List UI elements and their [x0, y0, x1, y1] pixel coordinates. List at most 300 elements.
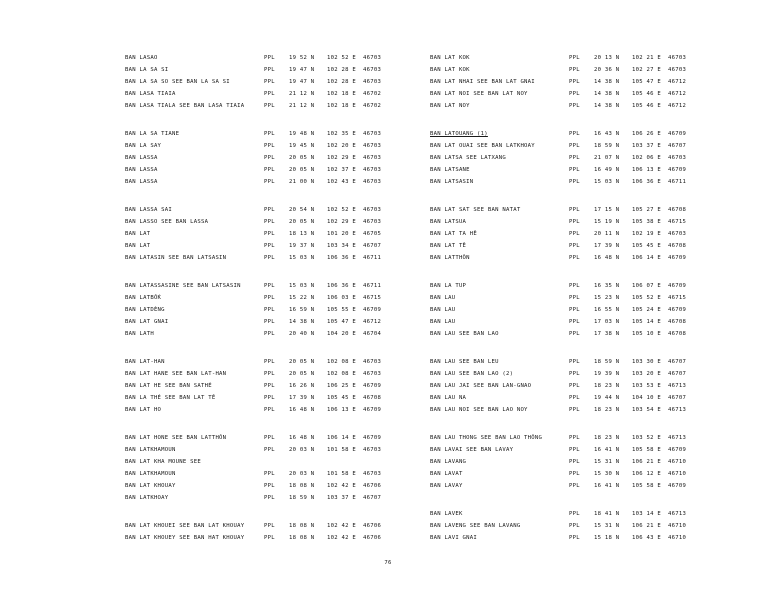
gazetteer-entry	[125, 140, 425, 152]
map-sheet: 46707	[363, 243, 382, 249]
feature-class: PPL	[264, 91, 275, 97]
feature-class: PPL	[264, 331, 275, 337]
feature-class: PPL	[569, 207, 580, 213]
feature-class: PPL	[569, 447, 580, 453]
map-sheet: 46713	[668, 407, 687, 413]
place-name: BAN LAT HANE SEE BAN LAT-HAN	[125, 371, 227, 377]
longitude: 102 35 E	[327, 131, 356, 137]
entry-group	[125, 356, 425, 416]
longitude: 105 38 E	[632, 219, 661, 225]
place-name: BAN LATKHAMOUN	[125, 447, 176, 453]
feature-class: PPL	[264, 231, 275, 237]
longitude: 102 43 E	[327, 179, 356, 185]
map-sheet: 46708	[668, 243, 687, 249]
longitude: 102 18 E	[327, 91, 356, 97]
longitude: 102 28 E	[327, 67, 356, 73]
place-name: BAN LAT KHA MOUNE SEE	[125, 459, 201, 465]
gazetteer-entry	[125, 328, 425, 340]
longitude: 102 29 E	[327, 219, 356, 225]
longitude: 106 14 E	[327, 435, 356, 441]
latitude: 17 03 N	[594, 319, 620, 325]
longitude: 106 13 E	[632, 167, 661, 173]
entry-group	[430, 508, 730, 544]
longitude: 102 18 E	[327, 103, 356, 109]
place-name: BAN LASSA	[125, 167, 158, 173]
place-name: BAN LATTHÔN	[430, 255, 470, 261]
longitude: 103 14 E	[632, 511, 661, 517]
place-name: BAN LA SAY	[125, 143, 162, 149]
longitude: 102 08 E	[327, 371, 356, 377]
entry-group	[430, 432, 730, 492]
place-name: BAN LASA TIAIA	[125, 91, 176, 97]
entry-group	[125, 52, 425, 112]
gazetteer-entry	[430, 240, 730, 252]
map-sheet: 46709	[668, 255, 687, 261]
gazetteer-entry	[125, 76, 425, 88]
place-name: BAN LA TUP	[430, 283, 467, 289]
place-name: BAN LATH	[125, 331, 154, 337]
latitude: 16 59 N	[289, 307, 315, 313]
map-sheet: 46707	[668, 395, 687, 401]
latitude: 18 08 N	[289, 535, 315, 541]
longitude: 105 14 E	[632, 319, 661, 325]
longitude: 102 42 E	[327, 483, 356, 489]
latitude: 20 03 N	[289, 471, 315, 477]
longitude: 102 21 E	[632, 55, 661, 61]
place-name: BAN LAT NHAI SEE BAN LAT GNAI	[430, 79, 535, 85]
map-sheet: 46712	[668, 79, 687, 85]
longitude: 106 43 E	[632, 535, 661, 541]
latitude: 17 39 N	[289, 395, 315, 401]
map-sheet: 46703	[363, 143, 382, 149]
place-name: BAN LATBỐK	[125, 295, 162, 301]
place-name: BAN LASSO SEE BAN LASSA	[125, 219, 209, 225]
map-sheet: 46709	[668, 283, 687, 289]
map-sheet: 46708	[668, 319, 687, 325]
longitude: 105 46 E	[632, 91, 661, 97]
longitude: 105 27 E	[632, 207, 661, 213]
longitude: 102 08 E	[327, 359, 356, 365]
latitude: 18 23 N	[594, 435, 620, 441]
longitude: 106 26 E	[632, 131, 661, 137]
place-name: BAN LAU SEE BAN LAO	[430, 331, 499, 337]
gazetteer-entry	[430, 216, 730, 228]
place-name: BAN LAVENG SEE BAN LAVANG	[430, 523, 521, 529]
place-name: BAN LAT TÊ	[430, 243, 467, 249]
map-sheet: 46711	[363, 255, 382, 261]
longitude: 104 10 E	[632, 395, 661, 401]
gazetteer-entry	[125, 100, 425, 112]
latitude: 20 40 N	[289, 331, 315, 337]
map-sheet: 46711	[363, 283, 382, 289]
feature-class: PPL	[569, 91, 580, 97]
latitude: 15 31 N	[594, 459, 620, 465]
map-sheet: 46703	[363, 207, 382, 213]
latitude: 18 08 N	[289, 483, 315, 489]
latitude: 21 00 N	[289, 179, 315, 185]
map-sheet: 46708	[363, 395, 382, 401]
latitude: 18 13 N	[289, 231, 315, 237]
latitude: 20 03 N	[289, 447, 315, 453]
map-sheet: 46712	[363, 319, 382, 325]
feature-class: PPL	[569, 255, 580, 261]
entry-group	[125, 128, 425, 188]
longitude: 103 52 E	[632, 435, 661, 441]
latitude: 20 36 N	[594, 67, 620, 73]
gazetteer-entry	[125, 176, 425, 188]
map-sheet: 46703	[363, 67, 382, 73]
map-sheet: 46707	[363, 495, 382, 501]
gazetteer-entry	[125, 520, 425, 532]
longitude: 102 29 E	[327, 155, 356, 161]
place-name: BAN LATSA SEE LATXANG	[430, 155, 506, 161]
place-name: BAN LASSA	[125, 179, 158, 185]
feature-class: PPL	[264, 103, 275, 109]
feature-class: PPL	[569, 167, 580, 173]
entry-group	[125, 280, 425, 340]
place-name: BAN LAVI GNAI	[430, 535, 478, 541]
latitude: 19 47 N	[289, 79, 315, 85]
map-sheet: 46708	[668, 331, 687, 337]
feature-class: PPL	[569, 471, 580, 477]
latitude: 20 13 N	[594, 55, 620, 61]
place-name: BAN LAT KHOUAY	[125, 483, 176, 489]
place-name: BAN LASA TIALA SEE BAN LASA TIAIA	[125, 103, 245, 109]
gazetteer-entry	[430, 456, 730, 468]
map-sheet: 46707	[668, 359, 687, 365]
latitude: 19 52 N	[289, 55, 315, 61]
gazetteer-entry	[430, 316, 730, 328]
map-sheet: 46709	[363, 383, 382, 389]
gazetteer-entry	[430, 468, 730, 480]
entry-group	[430, 52, 730, 112]
feature-class: PPL	[264, 67, 275, 73]
feature-class: PPL	[569, 143, 580, 149]
feature-class: PPL	[569, 359, 580, 365]
gazetteer-entry	[430, 532, 730, 544]
map-sheet: 46715	[363, 295, 382, 301]
latitude: 15 23 N	[594, 295, 620, 301]
gazetteer-entry	[125, 88, 425, 100]
gazetteer-entry	[430, 304, 730, 316]
map-sheet: 46709	[668, 483, 687, 489]
gazetteer-entry	[125, 280, 425, 292]
gazetteer-entry	[430, 176, 730, 188]
gazetteer-entry	[125, 292, 425, 304]
gazetteer-entry	[430, 356, 730, 368]
longitude: 102 52 E	[327, 55, 356, 61]
place-name: BAN LAT NOY	[430, 103, 470, 109]
gazetteer-entry	[430, 140, 730, 152]
place-name: BAN LAT HO	[125, 407, 162, 413]
gazetteer-entry	[125, 52, 425, 64]
entry-group	[125, 204, 425, 264]
place-name: BAN LATOUANG (1)	[430, 131, 488, 137]
feature-class: PPL	[569, 55, 580, 61]
longitude: 106 07 E	[632, 283, 661, 289]
feature-class: PPL	[569, 231, 580, 237]
place-name: BAN LAT KOK	[430, 67, 470, 73]
latitude: 18 23 N	[594, 407, 620, 413]
place-name: BAN LAT	[125, 231, 151, 237]
gazetteer-entry	[430, 280, 730, 292]
place-name: BAN LAU NA	[430, 395, 467, 401]
gazetteer-entry	[430, 164, 730, 176]
feature-class: PPL	[569, 483, 580, 489]
place-name: BAN LAU JAI SEE BAN LAN-GNAO	[430, 383, 532, 389]
feature-class: PPL	[264, 523, 275, 529]
entry-group	[125, 520, 425, 544]
latitude: 16 48 N	[289, 407, 315, 413]
feature-class: PPL	[264, 243, 275, 249]
place-name: BAN LAVANG	[430, 459, 467, 465]
gazetteer-entry	[430, 64, 730, 76]
gazetteer-column-left	[125, 52, 425, 560]
feature-class: PPL	[569, 459, 580, 465]
map-sheet: 46705	[363, 231, 382, 237]
place-name: BAN LA SA TIANE	[125, 131, 180, 137]
map-sheet: 46703	[363, 359, 382, 365]
place-name: BAN LAU	[430, 307, 456, 313]
map-sheet: 46702	[363, 91, 382, 97]
map-sheet: 46709	[668, 131, 687, 137]
place-name: BAN LAT	[125, 243, 151, 249]
feature-class: PPL	[569, 79, 580, 85]
longitude: 105 47 E	[632, 79, 661, 85]
longitude: 106 25 E	[327, 383, 356, 389]
longitude: 105 55 E	[327, 307, 356, 313]
feature-class: PPL	[569, 179, 580, 185]
feature-class: PPL	[264, 55, 275, 61]
latitude: 20 05 N	[289, 167, 315, 173]
gazetteer-entry	[430, 432, 730, 444]
feature-class: PPL	[264, 359, 275, 365]
latitude: 18 59 N	[289, 495, 315, 501]
map-sheet: 46713	[668, 511, 687, 517]
longitude: 101 58 E	[327, 471, 356, 477]
longitude: 105 46 E	[632, 103, 661, 109]
place-name: BAN LAT NOI SEE BAN LAT NOY	[430, 91, 528, 97]
latitude: 16 48 N	[289, 435, 315, 441]
feature-class: PPL	[264, 283, 275, 289]
latitude: 17 38 N	[594, 331, 620, 337]
latitude: 18 59 N	[594, 359, 620, 365]
feature-class: PPL	[264, 219, 275, 225]
feature-class: PPL	[264, 295, 275, 301]
longitude: 103 37 E	[632, 143, 661, 149]
longitude: 102 42 E	[327, 535, 356, 541]
longitude: 105 58 E	[632, 447, 661, 453]
map-sheet: 46713	[668, 383, 687, 389]
latitude: 15 03 N	[289, 283, 315, 289]
map-sheet: 46710	[668, 535, 687, 541]
latitude: 20 54 N	[289, 207, 315, 213]
place-name: BAN LATSANE	[430, 167, 470, 173]
latitude: 14 38 N	[594, 91, 620, 97]
latitude: 21 07 N	[594, 155, 620, 161]
longitude: 106 13 E	[327, 407, 356, 413]
feature-class: PPL	[264, 535, 275, 541]
place-name: BAN LASSA	[125, 155, 158, 161]
longitude: 106 36 E	[327, 255, 356, 261]
gazetteer-entry	[430, 252, 730, 264]
entry-group	[125, 432, 425, 504]
longitude: 105 58 E	[632, 483, 661, 489]
gazetteer-entry	[430, 444, 730, 456]
place-name: BAN LAU THONG SEE BAN LAO THÔNG	[430, 435, 543, 441]
longitude: 103 30 E	[632, 359, 661, 365]
place-name: BAN LAVAY	[430, 483, 463, 489]
map-sheet: 46715	[668, 219, 687, 225]
longitude: 102 42 E	[327, 523, 356, 529]
map-sheet: 46706	[363, 535, 382, 541]
feature-class: PPL	[264, 371, 275, 377]
feature-class: PPL	[569, 383, 580, 389]
latitude: 16 55 N	[594, 307, 620, 313]
longitude: 106 21 E	[632, 459, 661, 465]
gazetteer-entry	[430, 392, 730, 404]
map-sheet: 46703	[363, 79, 382, 85]
map-sheet: 46706	[363, 523, 382, 529]
latitude: 15 19 N	[594, 219, 620, 225]
gazetteer-entry	[125, 480, 425, 492]
latitude: 17 39 N	[594, 243, 620, 249]
place-name: BAN LA THÉ SEE BAN LAT TÊ	[125, 395, 216, 401]
gazetteer-entry	[125, 532, 425, 544]
latitude: 16 41 N	[594, 447, 620, 453]
map-sheet: 46712	[668, 91, 687, 97]
feature-class: PPL	[264, 155, 275, 161]
latitude: 16 48 N	[594, 255, 620, 261]
page-number: 76	[384, 560, 392, 566]
place-name: BAN LATKHOAY	[125, 495, 169, 501]
longitude: 105 45 E	[632, 243, 661, 249]
map-sheet: 46703	[363, 471, 382, 477]
place-name: BAN LAU	[430, 319, 456, 325]
map-sheet: 46703	[668, 67, 687, 73]
map-sheet: 46703	[363, 179, 382, 185]
latitude: 19 45 N	[289, 143, 315, 149]
feature-class: PPL	[264, 143, 275, 149]
map-sheet: 46703	[668, 55, 687, 61]
feature-class: PPL	[264, 255, 275, 261]
latitude: 20 05 N	[289, 219, 315, 225]
feature-class: PPL	[264, 495, 275, 501]
gazetteer-entry	[430, 52, 730, 64]
gazetteer-entry	[125, 316, 425, 328]
gazetteer-entry	[430, 480, 730, 492]
place-name: BAN LAT KHOUEY SEE BAN HAT KHOUAY	[125, 535, 245, 541]
map-sheet: 46710	[668, 459, 687, 465]
latitude: 19 37 N	[289, 243, 315, 249]
feature-class: PPL	[264, 407, 275, 413]
longitude: 102 27 E	[632, 67, 661, 73]
place-name: BAN LA SA SO SEE BAN LA SA SI	[125, 79, 230, 85]
place-name: BAN LATKHAMOUN	[125, 471, 176, 477]
longitude: 105 47 E	[327, 319, 356, 325]
place-name: BAN LAU SEE BAN LAO (2)	[430, 371, 514, 377]
gazetteer-entry	[430, 152, 730, 164]
map-sheet: 46711	[668, 179, 687, 185]
latitude: 16 41 N	[594, 483, 620, 489]
map-sheet: 46703	[363, 447, 382, 453]
gazetteer-entry	[125, 456, 425, 468]
place-name: BAN LAU SEE BAN LEU	[430, 359, 499, 365]
latitude: 15 03 N	[594, 179, 620, 185]
map-sheet: 46707	[668, 371, 687, 377]
gazetteer-entry	[430, 380, 730, 392]
feature-class: PPL	[264, 79, 275, 85]
longitude: 106 36 E	[632, 179, 661, 185]
place-name: BAN LAT SAT SEE BAN NATAT	[430, 207, 521, 213]
map-sheet: 46709	[668, 167, 687, 173]
map-sheet: 46709	[363, 407, 382, 413]
longitude: 106 36 E	[327, 283, 356, 289]
longitude: 102 52 E	[327, 207, 356, 213]
place-name: BAN LATDÈNG	[125, 307, 165, 313]
place-name: BAN LAVAI SEE BAN LAVAY	[430, 447, 514, 453]
gazetteer-entry	[430, 520, 730, 532]
gazetteer-entry	[430, 204, 730, 216]
feature-class: PPL	[569, 155, 580, 161]
map-sheet: 46710	[668, 471, 687, 477]
entry-group	[430, 356, 730, 416]
feature-class: PPL	[569, 103, 580, 109]
feature-class: PPL	[569, 395, 580, 401]
latitude: 20 05 N	[289, 359, 315, 365]
feature-class: PPL	[264, 471, 275, 477]
place-name: BAN LAU NOI SEE BAN LAO NOY	[430, 407, 528, 413]
latitude: 19 39 N	[594, 371, 620, 377]
gazetteer-entry	[125, 492, 425, 504]
longitude: 101 58 E	[327, 447, 356, 453]
latitude: 14 38 N	[594, 103, 620, 109]
feature-class: PPL	[569, 283, 580, 289]
latitude: 16 26 N	[289, 383, 315, 389]
latitude: 18 41 N	[594, 511, 620, 517]
latitude: 19 48 N	[289, 131, 315, 137]
latitude: 14 38 N	[289, 319, 315, 325]
map-sheet: 46704	[363, 331, 382, 337]
gazetteer-entry	[430, 88, 730, 100]
map-sheet: 46703	[363, 55, 382, 61]
latitude: 16 35 N	[594, 283, 620, 289]
gazetteer-entry	[125, 64, 425, 76]
place-name: BAN LAU	[430, 295, 456, 301]
place-name: BAN LAVAT	[430, 471, 463, 477]
longitude: 106 21 E	[632, 523, 661, 529]
latitude: 18 59 N	[594, 143, 620, 149]
place-name: BAN LAT HE SEE BAN SATHÉ	[125, 383, 212, 389]
map-sheet: 46703	[363, 167, 382, 173]
longitude: 106 12 E	[632, 471, 661, 477]
place-name: BAN LA SA SI	[125, 67, 169, 73]
longitude: 104 20 E	[327, 331, 356, 337]
feature-class: PPL	[264, 447, 275, 453]
longitude: 103 53 E	[632, 383, 661, 389]
feature-class: PPL	[264, 167, 275, 173]
feature-class: PPL	[569, 219, 580, 225]
gazetteer-entry	[430, 404, 730, 416]
feature-class: PPL	[264, 307, 275, 313]
map-sheet: 46712	[668, 103, 687, 109]
place-name: BAN LAT GNAI	[125, 319, 169, 325]
latitude: 20 05 N	[289, 371, 315, 377]
map-sheet: 46707	[668, 143, 687, 149]
place-name: BAN LATSASIN	[430, 179, 474, 185]
longitude: 101 20 E	[327, 231, 356, 237]
feature-class: PPL	[569, 535, 580, 541]
